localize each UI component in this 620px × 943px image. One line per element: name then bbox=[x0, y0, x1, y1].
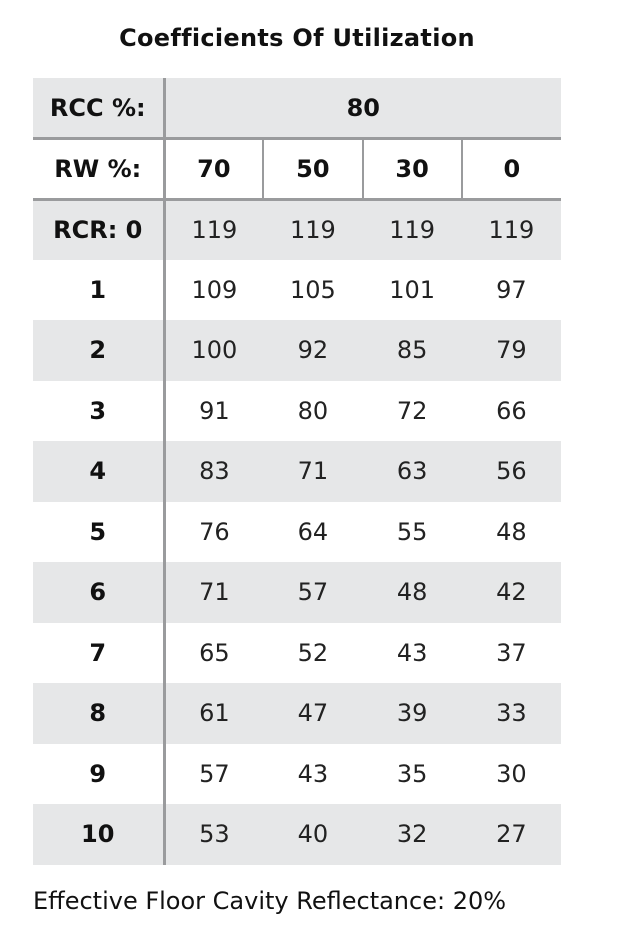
cu-value-cell: 40 bbox=[263, 804, 362, 865]
rcr-label: 3 bbox=[33, 381, 164, 442]
rcc-value: 80 bbox=[164, 78, 561, 139]
table-row bbox=[33, 441, 561, 502]
cu-value-cell: 61 bbox=[164, 683, 263, 744]
rcr-label: 1 bbox=[33, 260, 164, 321]
cu-value-cell: 119 bbox=[363, 199, 462, 260]
cu-value-cell: 71 bbox=[263, 441, 362, 502]
cu-value-cell: 56 bbox=[462, 441, 561, 502]
cu-value-cell: 92 bbox=[263, 320, 362, 381]
cu-value-cell: 33 bbox=[462, 683, 561, 744]
cu-value-cell: 37 bbox=[462, 623, 561, 684]
rcr-label: RCR: 0 bbox=[33, 199, 164, 260]
cu-value-cell: 105 bbox=[263, 260, 362, 321]
cu-value-cell: 72 bbox=[363, 381, 462, 442]
rcr-label: 9 bbox=[33, 744, 164, 805]
rw-value: 70 bbox=[164, 139, 263, 200]
rcr-label: 10 bbox=[33, 804, 164, 865]
rcr-label: 2 bbox=[33, 320, 164, 381]
cu-value-cell: 43 bbox=[363, 623, 462, 684]
cu-value-cell: 57 bbox=[263, 562, 362, 623]
cu-value-cell: 30 bbox=[462, 744, 561, 805]
rcr-label: 8 bbox=[33, 683, 164, 744]
cu-value-cell: 109 bbox=[164, 260, 263, 321]
cu-value-cell: 63 bbox=[363, 441, 462, 502]
cu-value-cell: 48 bbox=[363, 562, 462, 623]
rcc-label: RCC %: bbox=[33, 78, 164, 139]
cu-value-cell: 76 bbox=[164, 502, 263, 563]
cu-value-cell: 47 bbox=[263, 683, 362, 744]
cu-value-cell: 35 bbox=[363, 744, 462, 805]
cu-value-cell: 39 bbox=[363, 683, 462, 744]
rcr-label: 5 bbox=[33, 502, 164, 563]
cu-value-cell: 32 bbox=[363, 804, 462, 865]
rcr-label: 6 bbox=[33, 562, 164, 623]
table-row bbox=[33, 562, 561, 623]
cu-value-cell: 27 bbox=[462, 804, 561, 865]
table-row bbox=[33, 502, 561, 563]
rcc-header-row bbox=[33, 78, 561, 139]
cu-value-cell: 119 bbox=[462, 199, 561, 260]
cu-value-cell: 65 bbox=[164, 623, 263, 684]
cu-value-cell: 48 bbox=[462, 502, 561, 563]
cu-value-cell: 101 bbox=[363, 260, 462, 321]
cu-value-cell: 85 bbox=[363, 320, 462, 381]
table-row bbox=[33, 623, 561, 684]
cu-value-cell: 53 bbox=[164, 804, 263, 865]
rw-header-row bbox=[33, 139, 561, 200]
table-title: Coefficients Of Utilization bbox=[119, 24, 475, 52]
table-row bbox=[33, 381, 561, 442]
cu-value-cell: 80 bbox=[263, 381, 362, 442]
cu-value-cell: 57 bbox=[164, 744, 263, 805]
cu-value-cell: 43 bbox=[263, 744, 362, 805]
cu-value-cell: 66 bbox=[462, 381, 561, 442]
cu-value-cell: 83 bbox=[164, 441, 263, 502]
cu-value-cell: 64 bbox=[263, 502, 362, 563]
cu-value-cell: 71 bbox=[164, 562, 263, 623]
cu-value-cell: 97 bbox=[462, 260, 561, 321]
footnote: Effective Floor Cavity Reflectance: 20% bbox=[33, 887, 507, 915]
cu-value-cell: 91 bbox=[164, 381, 263, 442]
table-row bbox=[33, 804, 561, 865]
cu-value-cell: 119 bbox=[263, 199, 362, 260]
cu-value-cell: 42 bbox=[462, 562, 561, 623]
rcr-label: 7 bbox=[33, 623, 164, 684]
table-row bbox=[33, 320, 561, 381]
cu-value-cell: 52 bbox=[263, 623, 362, 684]
cu-value-cell: 79 bbox=[462, 320, 561, 381]
coefficients-table bbox=[33, 78, 561, 865]
table-row bbox=[33, 683, 561, 744]
table-row bbox=[33, 260, 561, 321]
table-row bbox=[33, 199, 561, 260]
cu-value-cell: 55 bbox=[363, 502, 462, 563]
rw-value: 50 bbox=[263, 139, 362, 200]
cu-value-cell: 100 bbox=[164, 320, 263, 381]
rw-value: 0 bbox=[462, 139, 561, 200]
rcr-label: 4 bbox=[33, 441, 164, 502]
table-row bbox=[33, 744, 561, 805]
cu-value-cell: 119 bbox=[164, 199, 263, 260]
rw-value: 30 bbox=[363, 139, 462, 200]
rw-label: RW %: bbox=[33, 139, 164, 200]
cu-table bbox=[33, 78, 561, 865]
